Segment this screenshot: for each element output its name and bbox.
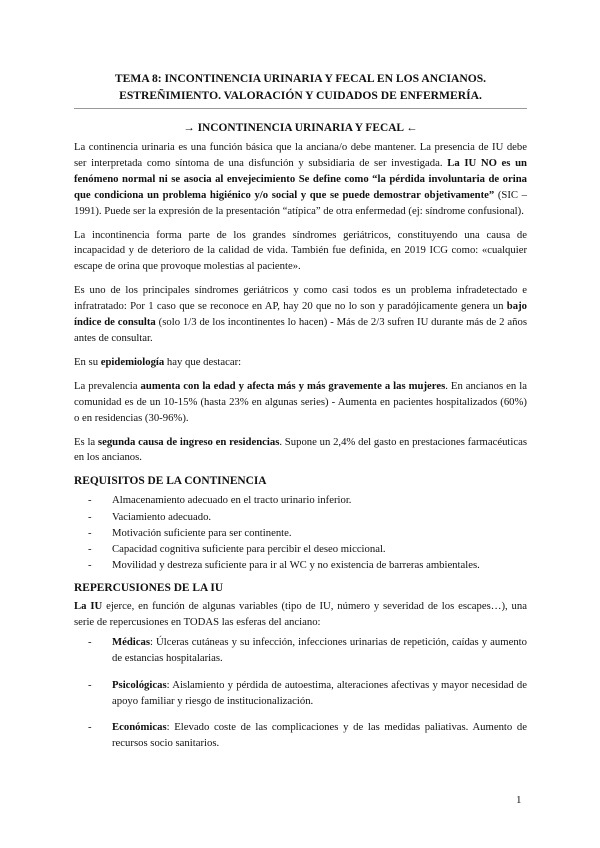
list-item: - Capacidad cognitiva suficiente para percibir el deseo miccional.	[88, 542, 386, 555]
list-item: - Motivación suficiente para ser continente.	[88, 526, 292, 539]
paragraph-underdetection: Es uno de los principales síndromes geriátricos y como casi todos es un problema infradetectado e infratratado: Por 1 caso que se reconoce en AP, hay 20 que no lo son y paradójicamente genera un bajo índice de consulta (solo 1/3 de los incontinentes lo hacen) - Más de 2/3 sufren IU durante más de 2 años antes de consultar.	[74, 284, 527, 344]
section-heading: → INCONTINENCIA URINARIA Y FECAL ←	[183, 122, 418, 134]
requisitos-heading: REQUISITOS DE LA CONTINENCIA	[74, 475, 267, 488]
document-title	[74, 70, 527, 109]
bold-definition: Se define como “la pérdida involuntaria de orina que condiciona un problema higiénico y/o social y que se puede demostrar objetivamente”	[74, 172, 527, 201]
paragraph-residences: Es la segunda causa de ingreso en residencias. Supone un 2,4% del gasto en prestaciones farmacéuticas en los ancianos.	[74, 435, 527, 464]
title-line-1: TEMA 8: INCONTINENCIA URINARIA Y FECAL EN LOS ANCIANOS.	[114, 72, 487, 85]
paragraph-geriatric-syndromes: La incontinencia forma parte de los grandes síndromes geriátricos, constituyendo una causa de incapacidad y de deterioro de la calidad de vida. También fue definida, en 2019 ICG como: «cualquier escape de orina que provoque molestias al paciente».	[74, 228, 527, 273]
item-label: Médicas	[112, 636, 150, 649]
list-item: - Movilidad y destreza suficiente para ir al WC y no existencia de barreras ambientales.	[88, 559, 480, 572]
list-item: - Vaciamiento adecuado.	[88, 510, 212, 523]
bold-low-consultation: bajo índice de consulta	[74, 300, 527, 329]
bold-epidemiology: epidemiología	[100, 355, 165, 368]
item-label: Psicológicas	[112, 678, 167, 691]
paragraph-epidemiology: En su epidemiología hay que destacar:	[74, 355, 242, 368]
repercusiones-list	[74, 635, 527, 752]
bold-residences: segunda causa de ingreso en residencias	[97, 435, 280, 448]
bold-prevalence: aumenta con la edad y afecta más y más gravemente a las mujeres	[140, 379, 446, 392]
page-content	[74, 70, 527, 763]
page-number: 1	[516, 794, 522, 806]
bold-iu: La IU	[74, 600, 103, 613]
title-line-2: ESTREÑIMIENTO. VALORACIÓN Y CUIDADOS DE ENFERMERÍA.	[119, 89, 482, 102]
requisitos-list	[74, 492, 527, 573]
paragraph-definition: La continencia urinaria es una función básica que la anciana/o debe mantener. La presencia de IU debe ser interpretada como síntoma de una disfunción y subsidiaria de ser investigada. La IU NO es un fenómeno normal ni se asocia al envejecimiento Se define como “la pérdida involuntaria de orina que condiciona un problema higiénico y/o social y que se puede demostrar objetivamente” (SIC – 1991). Puede ser la expresión de la presentación “atípica” de otra enfermedad (ej: síndrome confusional).	[74, 141, 527, 217]
item-label: Económicas	[112, 721, 167, 734]
list-item: - Económicas: Elevado coste de las complicaciones y de las medidas paliativas. Aumento de recursos socio sanitarios.	[88, 721, 527, 750]
paragraph-prevalence: La prevalencia aumenta con la edad y afecta más y más gravemente a las mujeres. En ancianos en la comunidad es de un 10-15% (hasta 23% en algunas series) - Aumenta en pacientes hospitalizados (60%) o en residencias (30-96%).	[74, 379, 527, 424]
list-item: - Psicológicas: Aislamiento y pérdida de autoestima, alteraciones afectivas y mayor necesidad de apoyo familiar y riesgo de institucionalización.	[88, 678, 527, 707]
repercusiones-heading: REPERCUSIONES DE LA IU	[74, 582, 224, 595]
list-item: - Almacenamiento adecuado en el tracto urinario inferior.	[88, 494, 352, 507]
bold-statement: La IU NO es un fenómeno normal ni se asocia al envejecimiento	[74, 156, 527, 185]
list-item: - Médicas: Úlceras cutáneas y su infección, infecciones urinarias de repetición, caídas y aumento de estancias hospitalarias.	[88, 636, 527, 664]
paragraph-repercusiones-intro: La IU ejerce, en función de algunas variables (tipo de IU, número y severidad de los escapes…), una serie de repercusiones en TODAS las esferas del anciano:	[74, 600, 527, 629]
